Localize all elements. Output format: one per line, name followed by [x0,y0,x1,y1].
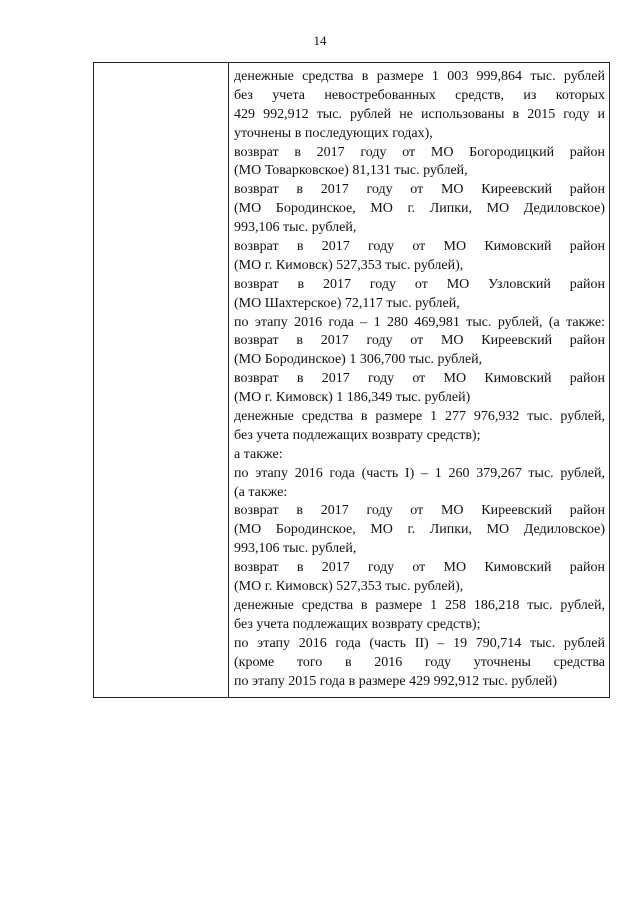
text-line: возврат в 2017 году от МО Киреевский район [234,182,605,198]
text-line: по этапу 2016 года (часть I) – 1 260 379,267 тыс. рублей, [234,465,605,481]
text-line: возврат в 2017 году от МО Киреевский район [234,333,605,349]
text-line: 993,106 тыс. рублей, [234,220,357,236]
text-line: (МО г. Кимовск) 527,353 тыс. рублей), [234,579,464,595]
text-line: 429 992,912 тыс. рублей не использованы в 2015 году и [234,106,605,122]
text-line: (МО г. Кимовск) 1 186,349 тыс. рублей) [234,390,471,406]
column-divider [228,63,229,697]
text-line: а также: [234,446,283,462]
text-line: денежные средства в размере 1 003 999,864 тыс. рублей [234,69,605,84]
document-table [93,62,610,698]
text-line: 993,106 тыс. рублей, [234,541,357,557]
text-line: без учета невостребованных средств, из которых [234,87,605,103]
text-line: возврат в 2017 году от МО Богородицкий район [234,144,605,160]
text-line: (МО г. Кимовск) 527,353 тыс. рублей), [234,257,464,273]
text-line: по этапу 2016 года – 1 280 469,981 тыс. рублей, (а также: [234,314,605,330]
text-line: (МО Бородинское) 1 306,700 тыс. рублей, [234,352,483,368]
text-line: без учета подлежащих возврату средств); [234,427,481,443]
table-cell-text [234,68,605,691]
text-line: возврат в 2017 году от МО Кимовский район [234,560,605,576]
text-line: без учета подлежащих возврату средств); [234,616,481,632]
text-line: (МО Товарковское) 81,131 тыс. рублей, [234,163,468,179]
text-line: возврат в 2017 году от МО Кимовский район [234,239,605,255]
text-line: денежные средства в размере 1 277 976,932 тыс. рублей, [234,409,605,425]
text-line: по этапу 2015 года в размере 429 992,912 тыс. рублей) [234,673,558,689]
text-line: денежные средства в размере 1 258 186,218 тыс. рублей, [234,597,605,613]
text-line: (кроме того в 2016 году уточнены средства [234,654,605,670]
page-number: 14 [313,33,327,48]
text-line: по этапу 2016 года (часть II) – 19 790,714 тыс. рублей [234,635,605,651]
text-line: возврат в 2017 году от МО Киреевский район [234,503,605,519]
text-line: уточнены в последующих годах), [234,125,433,141]
text-line: возврат в 2017 году от МО Узловский район [234,276,605,292]
text-line: (МО Бородинское, МО г. Липки, МО Дедиловское) [234,201,605,217]
text-line: (МО Бородинское, МО г. Липки, МО Дедиловское) [234,522,605,538]
text-line: (а также: [234,484,288,500]
text-line: возврат в 2017 году от МО Кимовский район [234,371,605,387]
text-line: (МО Шахтерское) 72,117 тыс. рублей, [234,295,460,311]
